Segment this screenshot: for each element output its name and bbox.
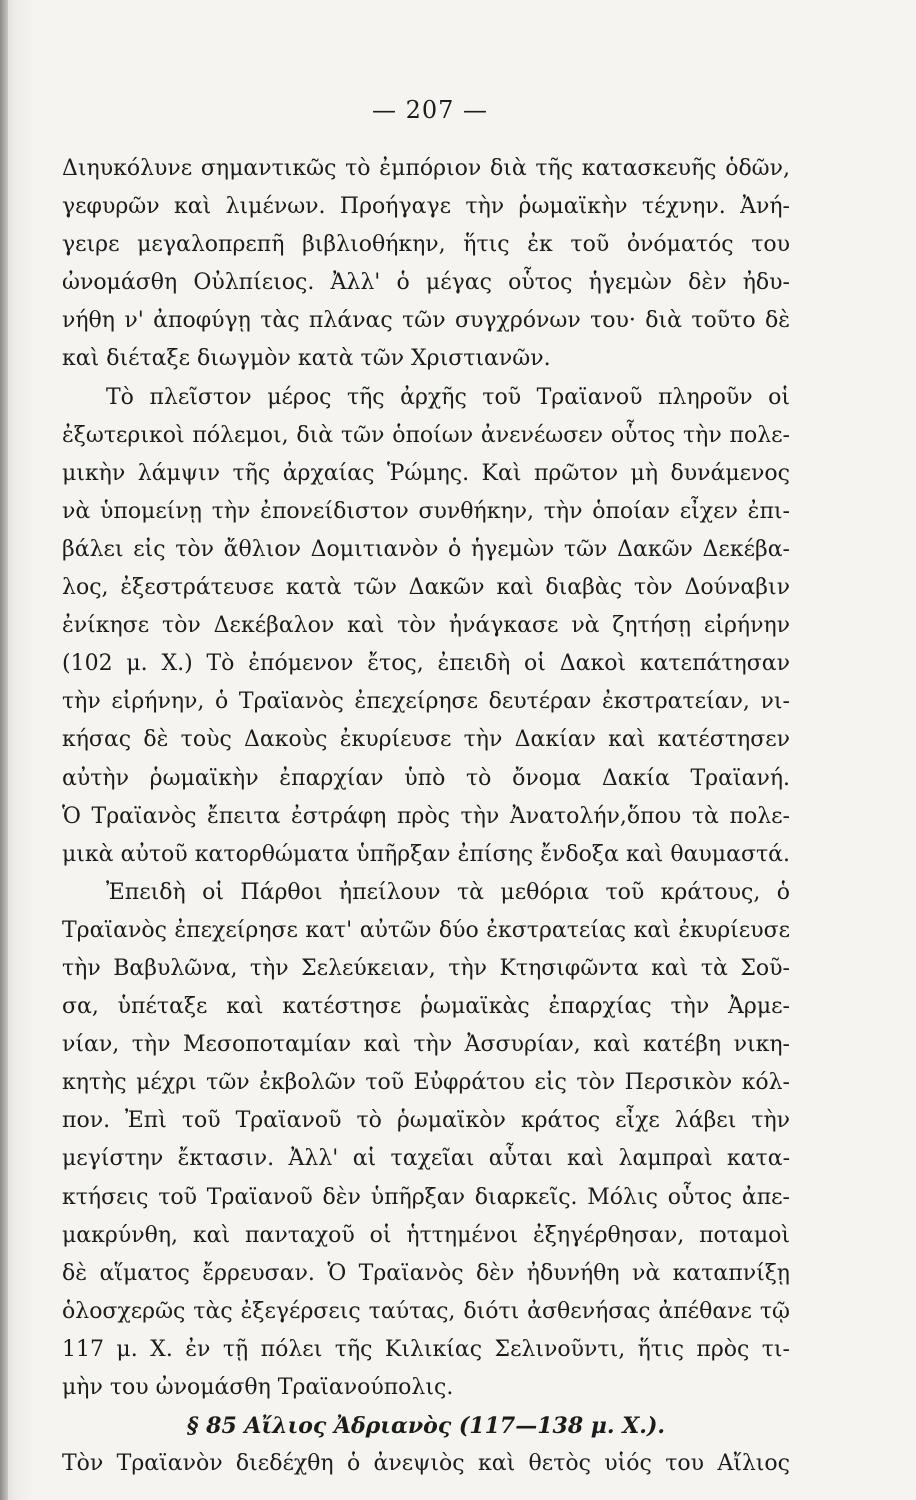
text-line: λος, ἐξεστράτευσε κατὰ τῶν Δακῶν καὶ διαβὰς τὸν Δούναβιν: [62, 575, 790, 601]
text-line: μὴν του ὠνομάσθη Τραϊανούπολις.: [62, 1375, 454, 1400]
text-line: μικὰ αὐτοῦ κατορθώματα ὑπῆρξαν ἐπίσης ἔνδοξα καὶ θαυμαστά.: [62, 841, 790, 867]
text-line: ἐνίκησε τὸν Δεκέβαλον καὶ τὸν ἠνάγκασε νὰ ζητήσῃ εἰρήνην: [62, 613, 790, 639]
body-text: [62, 150, 790, 1483]
text-line: (102 μ. Χ.) Τὸ ἐπόμενον ἔτος, ἐπειδὴ οἱ Δακοὶ κατεπάτησαν: [62, 651, 790, 677]
text-line: γεφυρῶν καὶ λιμένων. Προήγαγε τὴν ῥωμαϊκὴν τέχνην. Ἀνή-: [62, 194, 790, 220]
text-line: κτήσεις τοῦ Τραϊανοῦ δὲν ὑπῆρξαν διαρκεῖς. Μόλις οὗτος ἀπε-: [62, 1184, 790, 1210]
text-line: γειρε μεγαλοπρεπῆ βιβλιοθήκην, ἥτις ἐκ τοῦ ὀνόματός του: [62, 232, 790, 258]
text-line: μεγίστην ἔκτασιν. Ἀλλ' αἱ ταχεῖαι αὗται καὶ λαμπραὶ κατα-: [62, 1146, 790, 1172]
text-line: κητὴς μέχρι τῶν ἐκβολῶν τοῦ Εὐφράτου εἰς τὸν Περσικὸν κόλ-: [62, 1070, 790, 1096]
text-line: δὲ αἵματος ἔρρευσαν. Ὁ Τραϊανὸς δὲν ἠδυνήθη νὰ καταπνίξῃ: [62, 1260, 790, 1286]
text-line: κήσας δὲ τοὺς Δακοὺς ἐκυρίευσε τὴν Δακίαν καὶ κατέστησεν: [62, 727, 790, 753]
text-line: τὴν Βαβυλῶνα, τὴν Σελεύκειαν, τὴν Κτησιφῶντα καὶ τὰ Σοῦ-: [62, 955, 790, 981]
section-heading: [62, 1407, 790, 1445]
text-line: νὰ ὑπομείνῃ τὴν ἐπονείδιστον συνθήκην, τὴν ὁποίαν εἶχεν ἐπι-: [62, 498, 790, 524]
text-line: 117 μ. Χ. ἐν τῇ πόλει τῆς Κιλικίας Σελινοῦντι, ἥτις πρὸς τι-: [62, 1336, 790, 1362]
text-line: αὐτὴν ῥωμαϊκὴν ἐπαρχίαν ὑπὸ τὸ ὄνομα Δακία Τραϊανή.: [62, 765, 790, 791]
page-number: — 207 —: [371, 96, 489, 124]
text-line: πον. Ἐπὶ τοῦ Τραϊανοῦ τὸ ῥωμαϊκὸν κράτος εἶχε λάβει τὴν: [62, 1108, 790, 1134]
text-line: νήθη ν' ἀποφύγῃ τὰς πλάνας τῶν συγχρόνων του· διὰ τοῦτο δὲ: [62, 308, 790, 334]
text-line: βάλει εἰς τὸν ἄθλιον Δομιτιανὸν ὁ ἡγεμὼν τῶν Δακῶν Δεκέβα-: [62, 536, 790, 562]
text-line: καὶ διέταξε διωγμὸν κατὰ τῶν Χριστιανῶν.: [62, 346, 551, 372]
text-line: ἐξωτερικοὶ πόλεμοι, διὰ τῶν ὁποίων ἀνενέωσεν οὗτος τὴν πολε-: [62, 422, 790, 448]
text-line: Τὸν Τραϊανὸν διεδέχθη ὁ ἀνεψιὸς καὶ θετὸς υἱός του Αἴλιος: [62, 1451, 790, 1477]
text-line: ὠνομάσθη Οὐλπίειος. Ἀλλ' ὁ μέγας οὗτος ἡγεμὼν δὲν ἠδυ-: [62, 270, 790, 296]
text-line: τὴν εἰρήνην, ὁ Τραϊανὸς ἐπεχείρησε δευτέραν ἐκστρατείαν, νι-: [62, 689, 790, 715]
text-line: Ἐπειδὴ οἱ Πάρθοι ἠπείλουν τὰ μεθόρια τοῦ κράτους, ὁ: [106, 879, 790, 905]
section-heading-text: § 85 Αἴλιος Ἀδριανὸς (117—138 μ. Χ.).: [186, 1413, 666, 1440]
text-line: νίαν, τὴν Μεσοποταμίαν καὶ τὴν Ἀσσυρίαν, καὶ κατέβη νικη-: [62, 1032, 790, 1058]
text-line: Ὁ Τραϊανὸς ἔπειτα ἐστράφη πρὸς τὴν Ἀνατολήν,ὅπου τὰ πολε-: [62, 803, 790, 829]
book-spine-shadow: [0, 0, 8, 1500]
text-line: Τραϊανὸς ἐπεχείρησε κατ' αὐτῶν δύο ἐκστρατείας καὶ ἐκυρίευσε: [62, 917, 790, 943]
text-line: σα, ὑπέταξε καὶ κατέστησε ῥωμαϊκὰς ἐπαρχίας τὴν Ἀρμε-: [62, 994, 790, 1020]
text-line: ὁλοσχερῶς τὰς ἐξεγέρσεις ταύτας, διότι ἀσθενήσας ἀπέθανε τῷ: [62, 1298, 790, 1324]
text-line: μακρύνθη, καὶ πανταχοῦ οἱ ἡττημένοι ἐξηγέρθησαν, ποταμοὶ: [62, 1222, 790, 1248]
text-line: μικὴν λάμψιν τῆς ἀρχαίας Ῥώμης. Καὶ πρῶτον μὴ δυνάμενος: [62, 460, 790, 486]
text-line: Διηυκόλυνε σημαντικῶς τὸ ἐμπόριον διὰ τῆς κατασκευῆς ὁδῶν,: [62, 156, 790, 181]
text-line: Τὸ πλεῖστον μέρος τῆς ἀρχῆς τοῦ Τραϊανοῦ πληροῦν οἱ: [106, 384, 790, 410]
